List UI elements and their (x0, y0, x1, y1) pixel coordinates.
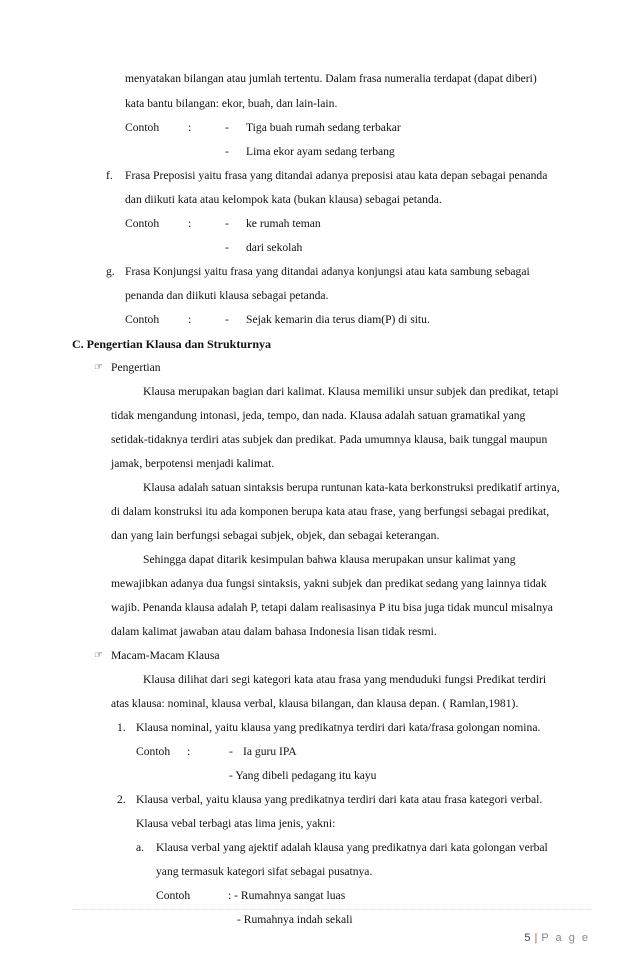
text-line: Klausa dilihat dari segi kategori kata atau frasa yang menduduki fungsi Predikat terdiri (143, 673, 547, 686)
example-text: - Rumahnya indah sekali (237, 913, 353, 926)
example-dash: - (225, 145, 229, 158)
text-line: dalam kalimat jawaban atau dalam bahasa Indonesia lisan tidak resmi. (111, 625, 437, 638)
text-line: Klausa nominal, yaitu klausa yang predikatnya terdiri dari kata/frasa golongan nomina. (136, 721, 541, 734)
section-heading: C. Pengertian Klausa dan Strukturnya (72, 337, 272, 351)
text-line: Klausa verbal yang ajektif adalah klausa yang predikatnya dari kata golongan verbal (156, 841, 548, 854)
example-colon: : (187, 745, 191, 758)
example-label: Contoh (125, 217, 160, 230)
text-line: Klausa adalah satuan sintaksis berupa runtunan kata-kata berkonstruksi predikatif artinya, (143, 481, 560, 494)
example-label: Contoh (125, 121, 160, 134)
subheading: Macam-Macam Klausa (111, 649, 220, 662)
list-marker: f. (106, 169, 113, 182)
text-line: mewajibkan adanya dua fungsi sintaksis, yakni subjek dan predikat sedang yang lainnya tidak (111, 577, 547, 590)
example-label: Contoh (136, 745, 171, 758)
text-line: yang termasuk kategori sifat sebagai pusatnya. (156, 865, 373, 878)
subheading: Pengertian (111, 361, 161, 374)
page-number: 5 (524, 932, 531, 944)
example-dash: - (225, 217, 229, 230)
example-text: Sejak kemarin dia terus diam(P) di situ. (246, 313, 430, 326)
text-line: atas klausa: nominal, klausa verbal, klausa bilangan, dan klausa depan. ( Ramlan,1981). (111, 697, 519, 710)
footer-separator: | (534, 932, 538, 944)
text-line: kata bantu bilangan: ekor, buah, dan lain-lain. (125, 97, 338, 110)
footer-divider (72, 909, 592, 910)
text-line: Klausa merupakan bagian dari kalimat. Klausa memiliki unsur subjek dan predikat, tetapi (143, 385, 559, 398)
example-text: dari sekolah (246, 241, 303, 254)
example-text: ke rumah teman (246, 217, 321, 230)
text-line: dan diikuti kata atau kelompok kata (bukan klausa) sebagai petanda. (125, 193, 442, 206)
example-dash: - (225, 241, 229, 254)
example-dash: - (229, 745, 233, 758)
example-colon: : (188, 217, 192, 230)
example-label: Contoh (156, 889, 191, 902)
example-text: : - Rumahnya sangat luas (228, 889, 346, 902)
example-colon: : (188, 313, 192, 326)
example-dash: - (225, 121, 229, 134)
page-footer (502, 932, 590, 944)
text-line: wajib. Penanda klausa adalah P, tetapi dalam realisasinya P itu bisa juga tidak muncul misalnya (111, 601, 553, 614)
text-line: tidak mengandung intonasi, jeda, tempo, dan nada. Klausa adalah satuan gramatikal yang (111, 409, 526, 422)
text-line: Frasa Konjungsi yaitu frasa yang ditandai adanya konjungsi atau kata sambung sebagai (125, 265, 530, 278)
text-line: penanda dan diikuti klausa sebagai petanda. (125, 289, 329, 302)
page-label: P a g e (541, 932, 590, 944)
example-text: Lima ekor ayam sedang terbang (246, 145, 395, 158)
text-line: Klausa vebal terbagi atas lima jenis, yakni: (136, 817, 336, 830)
list-marker: g. (106, 265, 115, 278)
example-label: Contoh (125, 313, 160, 326)
example-text: - Yang dibeli pedagang itu kayu (229, 769, 377, 782)
text-line: jamak, berpotensi menjadi kalimat. (111, 457, 275, 470)
text-line: Klausa verbal, yaitu klausa yang predikatnya terdiri dari kata atau frasa kategori verbal. (136, 793, 543, 806)
example-dash: - (225, 313, 229, 326)
hand-pointer-icon: ☞ (94, 650, 103, 661)
example-text: Ia guru IPA (243, 745, 297, 758)
list-marker: a. (136, 841, 145, 854)
example-text: Tiga buah rumah sedang terbakar (246, 121, 401, 134)
text-line: menyatakan bilangan atau jumlah tertentu. Dalam frasa numeralia terdapat (dapat diberi) (125, 72, 537, 85)
list-marker: 1. (117, 721, 126, 734)
example-colon: : (188, 121, 192, 134)
text-line: Sehingga dapat ditarik kesimpulan bahwa klausa merupakan unsur kalimat yang (143, 553, 516, 566)
list-marker: 2. (117, 793, 126, 806)
text-line: Frasa Preposisi yaitu frasa yang ditandai adanya preposisi atau kata depan sebagai penanda (125, 169, 548, 182)
text-line: dan yang lain berfungsi sebagai subjek, objek, dan sebagai keterangan. (111, 529, 440, 542)
text-line: setidak-tidaknya terdiri atas subjek dan predikat. Pada umumnya klausa, baik tunggal maupun (111, 433, 548, 446)
text-line: di dalam konstruksi itu ada komponen berupa kata atau frase, yang berfungsi sebagai predikat, (111, 505, 550, 518)
hand-pointer-icon: ☞ (94, 362, 103, 373)
